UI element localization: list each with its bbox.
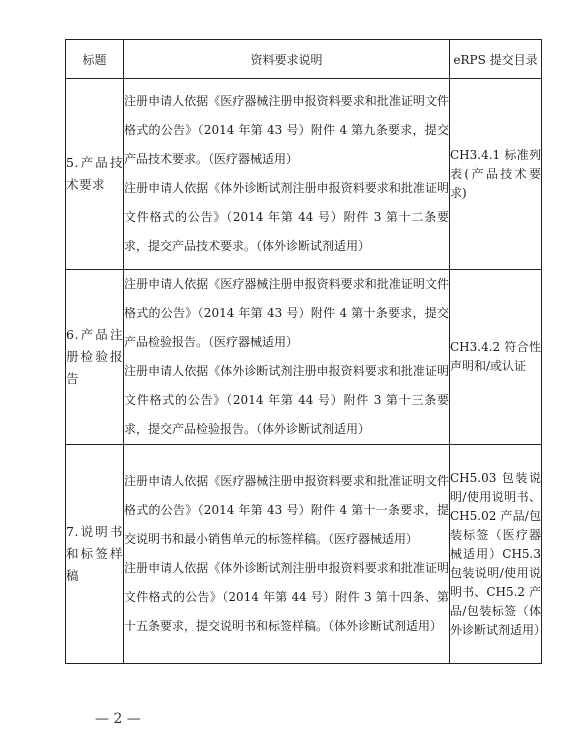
- description-paragraph: 注册申请人依据《医疗器械注册申报资料要求和批准证明文件格式的公告》（2014 年第 43 号）附件 4 第九条要求，提交产品技术要求。（医疗器械适用）: [124, 94, 449, 166]
- header-title: 标题: [66, 40, 124, 79]
- row-description: [124, 270, 450, 445]
- table-row: [66, 270, 542, 445]
- table-row: [66, 79, 542, 270]
- table-header-row: [66, 40, 542, 79]
- row-title: 5.产品技术要求: [66, 79, 124, 270]
- row-erps-directory: CH3.4.2 符合性声明和/或认证: [450, 270, 542, 445]
- row-description: [124, 79, 450, 270]
- page-number: — 2 —: [95, 711, 141, 727]
- row-description: [124, 445, 450, 664]
- table-row: [66, 445, 542, 664]
- row-title: 6.产品注册检验报告: [66, 270, 124, 445]
- requirements-table: [65, 39, 547, 664]
- description-paragraph: 注册申请人依据《体外诊断试剂注册申报资料要求和批准证明文件格式的公告》（2014 年第 44 号）附件 3 第十二条要求，提交产品技术要求。（体外诊断试剂适用）: [124, 181, 449, 253]
- description-paragraph: 注册申请人依据《体外诊断试剂注册申报资料要求和批准证明文件格式的公告》（2014 年第 44 号）附件 3 第十四条、第十五条要求，提交说明书和标签样稿。（体外诊断试剂适用）: [124, 561, 449, 633]
- description-paragraph: 注册申请人依据《医疗器械注册申报资料要求和批准证明文件格式的公告》（2014 年第 43 号）附件 4 第十一条要求，提交说明书和最小销售单元的标签样稿。（医疗器械适用）: [124, 474, 449, 546]
- header-erps-directory: eRPS 提交目录: [450, 40, 542, 79]
- header-description: 资料要求说明: [124, 40, 450, 79]
- row-title: 7.说明书和标签样稿: [66, 445, 124, 664]
- description-paragraph: 注册申请人依据《体外诊断试剂注册申报资料要求和批准证明文件格式的公告》（2014 年第 44 号）附件 3 第十三条要求，提交产品检验报告。（体外诊断试剂适用）: [124, 364, 449, 436]
- description-paragraph: 注册申请人依据《医疗器械注册申报资料要求和批准证明文件格式的公告》（2014 年第 43 号）附件 4 第十条要求，提交产品检验报告。（医疗器械适用）: [124, 277, 449, 349]
- row-erps-directory: CH3.4.1 标准列表(产品技术要求): [450, 79, 542, 270]
- row-erps-directory: CH5.03 包装说明/使用说明书、CH5.02 产品/包装标签（医疗器械适用）CH5.3 包装说明/使用说明书、CH5.2 产品/包装标签（体外诊断试剂适用）: [450, 445, 542, 664]
